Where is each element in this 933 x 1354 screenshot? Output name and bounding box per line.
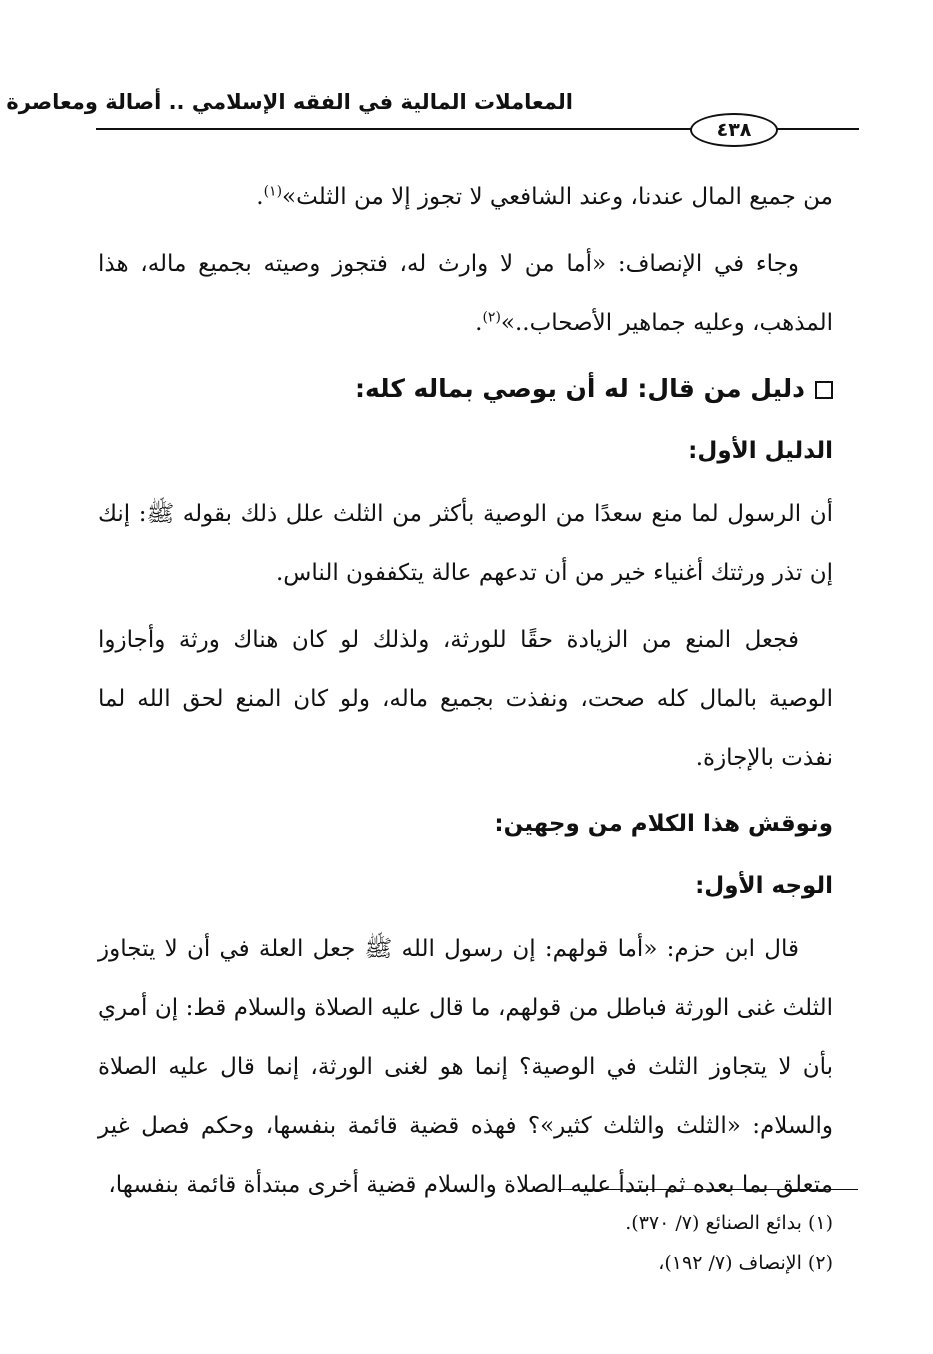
subheading-first-evidence: الدليل الأول: xyxy=(688,438,833,464)
paragraph-1-end: . xyxy=(256,184,264,210)
subheading-first-aspect: الوجه الأول: xyxy=(695,873,833,899)
paragraph-2-end: . xyxy=(475,310,483,336)
paragraph-3: أن الرسول لما منع سعدًا من الوصية بأكثر من الثلث علل ذلك بقوله ﷺ: إنك إن تذر ورثتك أغنياء خير من أن تدعهم عالة يتكففون الناس. xyxy=(98,501,833,586)
footnote-ref-2: (٢) xyxy=(482,309,501,326)
paragraph-1-text: من جميع المال عندنا، وعند الشافعي لا تجوز إلا من الثلث» xyxy=(282,184,833,210)
page-number: ٤٣٨ xyxy=(690,113,778,147)
main-text xyxy=(98,168,833,1223)
footnote-1: (١) بدائع الصنائع (٧/ ٣٧٠). xyxy=(625,1212,833,1234)
running-header-title: المعاملات المالية في الفقه الإسلامي .. أصالة ومعاصرة xyxy=(6,90,573,114)
section-heading-text: دليل من قال: له أن يوصي بماله كله: xyxy=(354,374,805,403)
footnote-rule xyxy=(558,1189,858,1190)
footnote-2: (٢) الإنصاف (٧/ ١٩٢)، xyxy=(658,1252,833,1274)
footnote-ref-1: (١) xyxy=(263,183,283,200)
paragraph-2 xyxy=(98,235,833,353)
square-bullet-icon xyxy=(815,381,833,399)
paragraph-2-text: وجاء في الإنصاف: «أما من لا وارث له، فتجوز وصيته بجميع ماله، هذا المذهب، وعليه جماهير الأصحاب..» xyxy=(98,251,833,336)
paragraph-1 xyxy=(98,168,833,227)
subheading-discussion: ونوقش هذا الكلام من وجهين: xyxy=(494,811,833,837)
section-heading xyxy=(98,361,833,417)
paragraph-5: قال ابن حزم: «أما قولهم: إن رسول الله ﷺ جعل العلة في أن لا يتجاوز الثلث غنى الورثة فباطل من قولهم، ما قال عليه الصلاة والسلام قط: إن أمري بأن لا يتجاوز الثلث في الوصية؟ إنما هو لغنى الورثة، إنما قال عليه الصلاة والسلام: «الثلث والثلث كثير»؟ فهذه قضية قائمة بنفسها، وحكم فصل غير متعلق بما بعده ثم ابتدأ عليه الصلاة والسلام قضية أخرى مبتدأة قائمة بنفسها، xyxy=(98,936,833,1198)
paragraph-4: فجعل المنع من الزيادة حقًا للورثة، ولذلك لو كان هناك ورثة وأجازوا الوصية بالمال كله صحت، ونفذت بجميع ماله، ولو كان المنع لحق الله لما نفذت بالإجازة. xyxy=(98,627,833,771)
footnotes xyxy=(98,1203,833,1283)
